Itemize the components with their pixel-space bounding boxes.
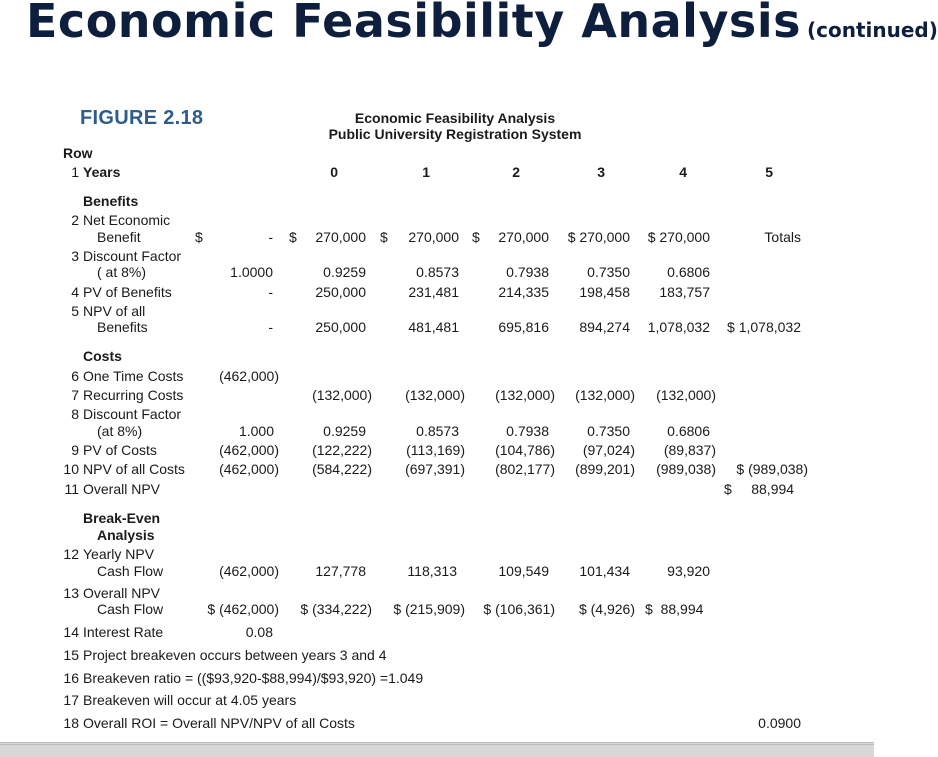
row-label: Overall NPV: [83, 481, 161, 497]
row-label: NPV of all: [83, 303, 146, 319]
row-label-cont: (at 8%): [97, 423, 143, 439]
cell: 0.9259: [323, 264, 366, 280]
row-label: PV of Costs: [83, 442, 157, 458]
year-4: 4: [679, 164, 687, 180]
row-label: NPV of all Costs: [83, 461, 185, 477]
row-number: 1: [71, 164, 79, 180]
row-label: Net Economic: [83, 212, 171, 228]
row-label: Overall NPV: [83, 585, 161, 601]
row-label: PV of Benefits: [83, 284, 172, 300]
row-number: 3: [71, 248, 79, 264]
cell: (989,038): [656, 461, 716, 477]
bottom-scroll-bar: [0, 742, 874, 757]
note-text: Breakeven ratio = (($93,920-$88,994)/$93,920) =1.049: [83, 670, 424, 686]
cell: $ 88,994: [645, 601, 704, 617]
note-text: Project breakeven occurs between years 3 and 4: [83, 647, 387, 663]
cell: (97,024): [582, 442, 635, 458]
costs-heading: Costs: [83, 348, 122, 364]
row-label-cont: Benefits: [97, 319, 148, 335]
row-number: 10: [63, 461, 79, 477]
cell: $ 270,000: [567, 229, 630, 245]
cell: 231,481: [408, 284, 459, 300]
row-number: 8: [71, 406, 79, 422]
cell: 894,274: [579, 319, 630, 335]
table-subtitle: Public University Registration System: [328, 126, 582, 142]
note-text: Overall ROI = Overall NPV/NPV of all Costs: [83, 715, 355, 731]
cell: (89,837): [663, 442, 716, 458]
cell: (462,000): [219, 563, 279, 579]
dollar-sign: $: [472, 229, 480, 245]
slide-title: [26, 0, 938, 48]
cell: 1.0000: [230, 264, 273, 280]
cell: 270,000: [408, 229, 459, 245]
cell: 93,920: [667, 563, 710, 579]
total-cell: 0.0900: [758, 715, 801, 731]
cell: 0.7350: [587, 423, 630, 439]
dollar-sign: $: [195, 229, 203, 245]
cell: -: [268, 319, 273, 335]
row-label: Discount Factor: [83, 248, 182, 264]
cell: 250,000: [315, 319, 366, 335]
cell: 0.7350: [587, 264, 630, 280]
cell: 250,000: [315, 284, 366, 300]
cell: (462,000): [219, 442, 279, 458]
cell: -: [268, 284, 273, 300]
cell: -: [268, 229, 273, 245]
cell: $ (4,926): [578, 601, 635, 617]
row-label: Discount Factor: [83, 406, 182, 422]
cell: 0.8573: [416, 264, 459, 280]
table-title: Economic Feasibility Analysis: [354, 110, 556, 126]
cell: 1,078,032: [647, 319, 710, 335]
note-text: Breakeven will occur at 4.05 years: [83, 692, 297, 708]
row-number: 13: [63, 585, 79, 601]
cell: 118,313: [407, 563, 457, 579]
benefits-heading: Benefits: [83, 193, 139, 209]
cell: 0.7938: [506, 264, 549, 280]
cell: (104,786): [495, 442, 555, 458]
dollar-sign: $: [380, 229, 388, 245]
row-header: Row: [63, 145, 93, 161]
cell: 0.8573: [416, 423, 459, 439]
row-number: 6: [71, 368, 79, 384]
cell: $ (106,361): [483, 601, 555, 617]
slide-title-text: Economic Feasibility Analysis: [26, 0, 801, 48]
row-number: 2: [71, 212, 79, 228]
row-number: 11: [64, 481, 79, 497]
row-label-cont: ( at 8%): [97, 264, 147, 280]
cell: (802,177): [495, 461, 555, 477]
cell: (132,000): [405, 387, 465, 403]
row-number: 5: [71, 303, 79, 319]
cell: 270,000: [498, 229, 549, 245]
cell: 0.08: [245, 624, 273, 640]
cell: 101,434: [579, 563, 630, 579]
year-2: 2: [512, 164, 520, 180]
total-cell: $ 1,078,032: [727, 319, 801, 335]
row-label-cont: Cash Flow: [97, 563, 164, 579]
cell: (113,169): [406, 442, 465, 458]
row-number: 7: [71, 387, 79, 403]
cell: $ (334,222): [300, 601, 372, 617]
slide-title-suffix: (continued): [806, 18, 938, 42]
cell: (132,000): [312, 387, 372, 403]
row-label: Years: [83, 164, 121, 180]
cell: (132,000): [495, 387, 555, 403]
row-number: 14: [63, 624, 79, 640]
row-number: 17: [63, 692, 79, 708]
row-number: 9: [71, 442, 79, 458]
cell: 109,549: [498, 563, 549, 579]
cell: 0.6806: [667, 264, 710, 280]
cell: (122,222): [312, 442, 372, 458]
cell: 183,757: [659, 284, 710, 300]
cell: 1.000: [238, 423, 274, 439]
row-label-cont: Cash Flow: [97, 601, 164, 617]
row-number: 16: [63, 670, 79, 686]
year-3: 3: [597, 164, 605, 180]
year-5: 5: [765, 164, 773, 180]
row-number: 18: [63, 715, 79, 731]
row-label: Interest Rate: [83, 624, 164, 640]
cell: $ 270,000: [647, 229, 710, 245]
row-label: Yearly NPV: [83, 546, 155, 562]
cell: (584,222): [312, 461, 372, 477]
breakeven-heading: Break-Even: [83, 510, 161, 526]
row-label-cont: Benefit: [97, 229, 141, 245]
cell: $ (462,000): [207, 601, 279, 617]
row-label: One Time Costs: [83, 368, 184, 384]
cell: 0.7938: [506, 423, 549, 439]
cell: 214,335: [498, 284, 549, 300]
year-1: 1: [422, 164, 430, 180]
cell: 127,778: [315, 563, 366, 579]
row-number: 12: [63, 546, 79, 562]
cell: 270,000: [315, 229, 366, 245]
row-number: 4: [71, 284, 79, 300]
cell: 0.6806: [667, 423, 710, 439]
cell: (132,000): [656, 387, 716, 403]
total-cell: $ (989,038): [736, 461, 808, 477]
cell: (132,000): [575, 387, 635, 403]
totals-header: Totals: [764, 229, 801, 245]
cell: 0.9259: [323, 423, 366, 439]
figure-label: FIGURE 2.18: [80, 107, 204, 129]
cell: 481,481: [408, 319, 459, 335]
year-0: 0: [330, 164, 338, 180]
cell: (462,000): [219, 368, 279, 384]
total-cell: $ 88,994: [724, 481, 795, 497]
cell: $ (215,909): [393, 601, 465, 617]
breakeven-heading-cont: Analysis: [97, 527, 155, 543]
cell: (697,391): [405, 461, 465, 477]
dollar-sign: $: [289, 229, 297, 245]
cell: (462,000): [219, 461, 279, 477]
row-number: 15: [63, 647, 79, 663]
cell: 695,816: [498, 319, 549, 335]
row-label: Recurring Costs: [83, 387, 184, 403]
cell: (899,201): [575, 461, 635, 477]
cell: 198,458: [579, 284, 630, 300]
